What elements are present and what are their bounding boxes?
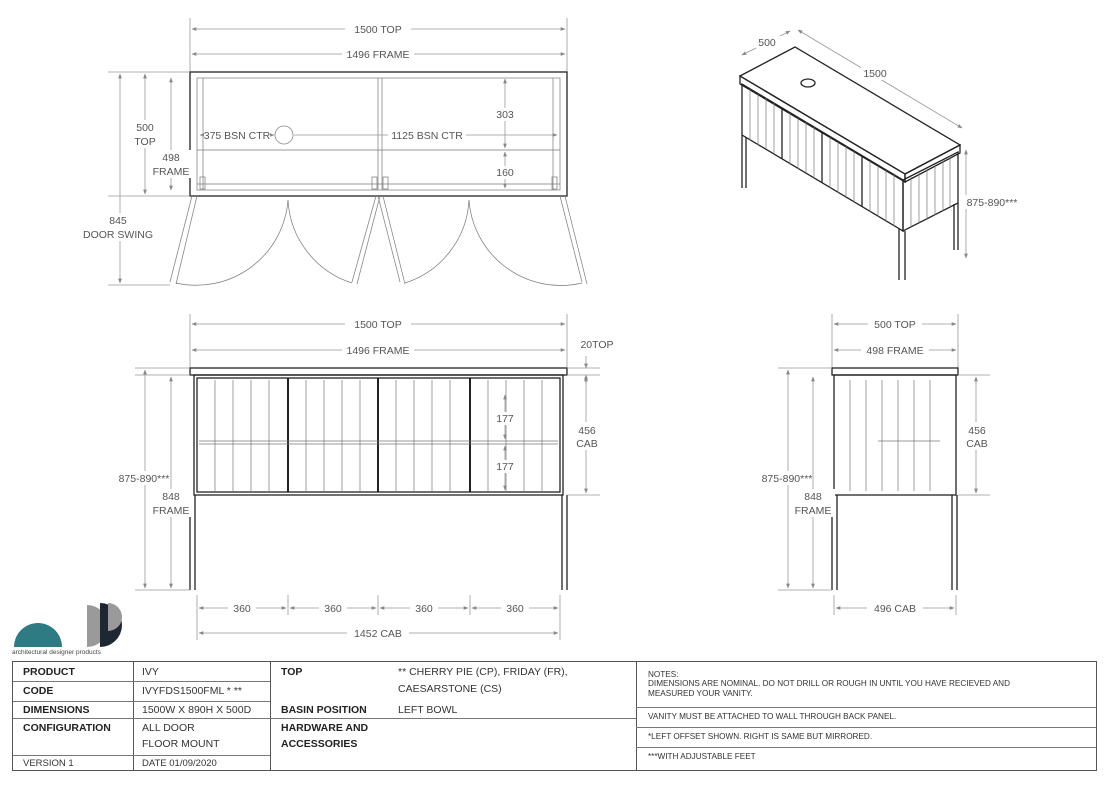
plan-frame-word: FRAME [152, 166, 190, 178]
side-848-dim: 848 [804, 491, 822, 503]
plan-498-dim: 498 [162, 152, 180, 164]
note-1b: MEASURED YOUR VANITY. [648, 689, 753, 698]
plan-basin-left-dim: 375 BSN CTR [203, 130, 271, 142]
plan-500-dim: 500 [136, 122, 154, 134]
side-456-dim: 456 [968, 425, 986, 437]
configuration-label: CONFIGURATION [23, 722, 111, 734]
iso-500-dim: 500 [758, 37, 776, 49]
version-label: VERSION 1 [23, 758, 74, 769]
dimensions-label: DIMENSIONS [23, 704, 90, 716]
front-elevation [112, 314, 614, 640]
side-top-dim: 500 TOP [874, 319, 916, 331]
front-360b-dim: 360 [324, 603, 342, 615]
note-3: *LEFT OFFSET SHOWN. RIGHT IS SAME BUT MIRRORED. [648, 732, 873, 741]
dimensions-value: 1500W X 890H X 500D [142, 704, 252, 716]
basin-value: LEFT BOWL [398, 704, 458, 716]
configuration-value-2: FLOOR MOUNT [142, 738, 220, 750]
front-height-dim: 875-890*** [118, 473, 170, 485]
date-value: DATE 01/09/2020 [142, 758, 217, 769]
plan-frame-dim: 1496 FRAME [346, 49, 410, 61]
plan-top-dim: 1500 TOP [354, 24, 402, 36]
top-value-1: ** CHERRY PIE (CP), FRIDAY (FR), [398, 666, 568, 678]
side-cab-word: CAB [966, 438, 988, 450]
front-frame-word: FRAME [152, 505, 190, 517]
front-456-dim: 456 [578, 425, 596, 437]
top-value-2: CAESARSTONE (CS) [398, 683, 502, 695]
basin-label: BASIN POSITION [281, 704, 367, 716]
note-1a: DIMENSIONS ARE NOMINAL. DO NOT DRILL OR ROUGH IN UNTIL YOU HAVE RECIEVED AND [648, 679, 1010, 688]
front-top-dim: 1500 TOP [354, 319, 402, 331]
notes-title: NOTES: [648, 670, 679, 679]
plan-view [80, 18, 587, 285]
front-177a-dim: 177 [496, 413, 514, 425]
iso-height-dim: 875-890*** [966, 197, 1018, 209]
plan-basin-right-dim: 1125 BSN CTR [391, 130, 463, 142]
front-360c-dim: 360 [415, 603, 433, 615]
front-360a-dim: 360 [233, 603, 251, 615]
front-1452-dim: 1452 CAB [354, 628, 402, 640]
product-label: PRODUCT [23, 666, 75, 678]
spec-table [12, 661, 1097, 771]
front-177b-dim: 177 [496, 461, 514, 473]
side-frame-word: FRAME [794, 505, 832, 517]
side-frame-dim: 498 FRAME [866, 345, 924, 357]
plan-845-dim: 845 [109, 215, 127, 227]
front-cab-word: CAB [576, 438, 598, 450]
hardware-label-2: ACCESSORIES [281, 738, 358, 750]
code-label: CODE [23, 685, 54, 697]
configuration-value-1: ALL DOOR [142, 722, 195, 734]
side-height-dim: 875-890*** [761, 473, 813, 485]
plan-top-word: TOP [134, 136, 156, 148]
note-4: ***WITH ADJUSTABLE FEET [648, 752, 756, 761]
side-496-dim: 496 CAB [873, 603, 917, 615]
side-elevation [756, 314, 991, 615]
plan-303-dim: 303 [496, 109, 514, 121]
hardware-label-1: HARDWARE AND [281, 722, 369, 734]
product-value: IVY [142, 666, 159, 678]
logo-tagline: architectural designer products [12, 649, 101, 656]
code-value: IVYFDS1500FML * ** [142, 685, 242, 697]
iso-1500-dim: 1500 [863, 68, 887, 80]
isometric-view [740, 30, 1021, 280]
plan-160-dim: 160 [496, 167, 514, 179]
top-label: TOP [281, 666, 303, 678]
front-frame-dim: 1496 FRAME [346, 345, 410, 357]
front-360d-dim: 360 [506, 603, 524, 615]
note-2: VANITY MUST BE ATTACHED TO WALL THROUGH BACK PANEL. [648, 712, 897, 721]
plan-door-swing-label: DOOR SWING [83, 229, 153, 241]
front-848-dim: 848 [162, 491, 180, 503]
front-20top-dim: 20TOP [580, 339, 614, 351]
